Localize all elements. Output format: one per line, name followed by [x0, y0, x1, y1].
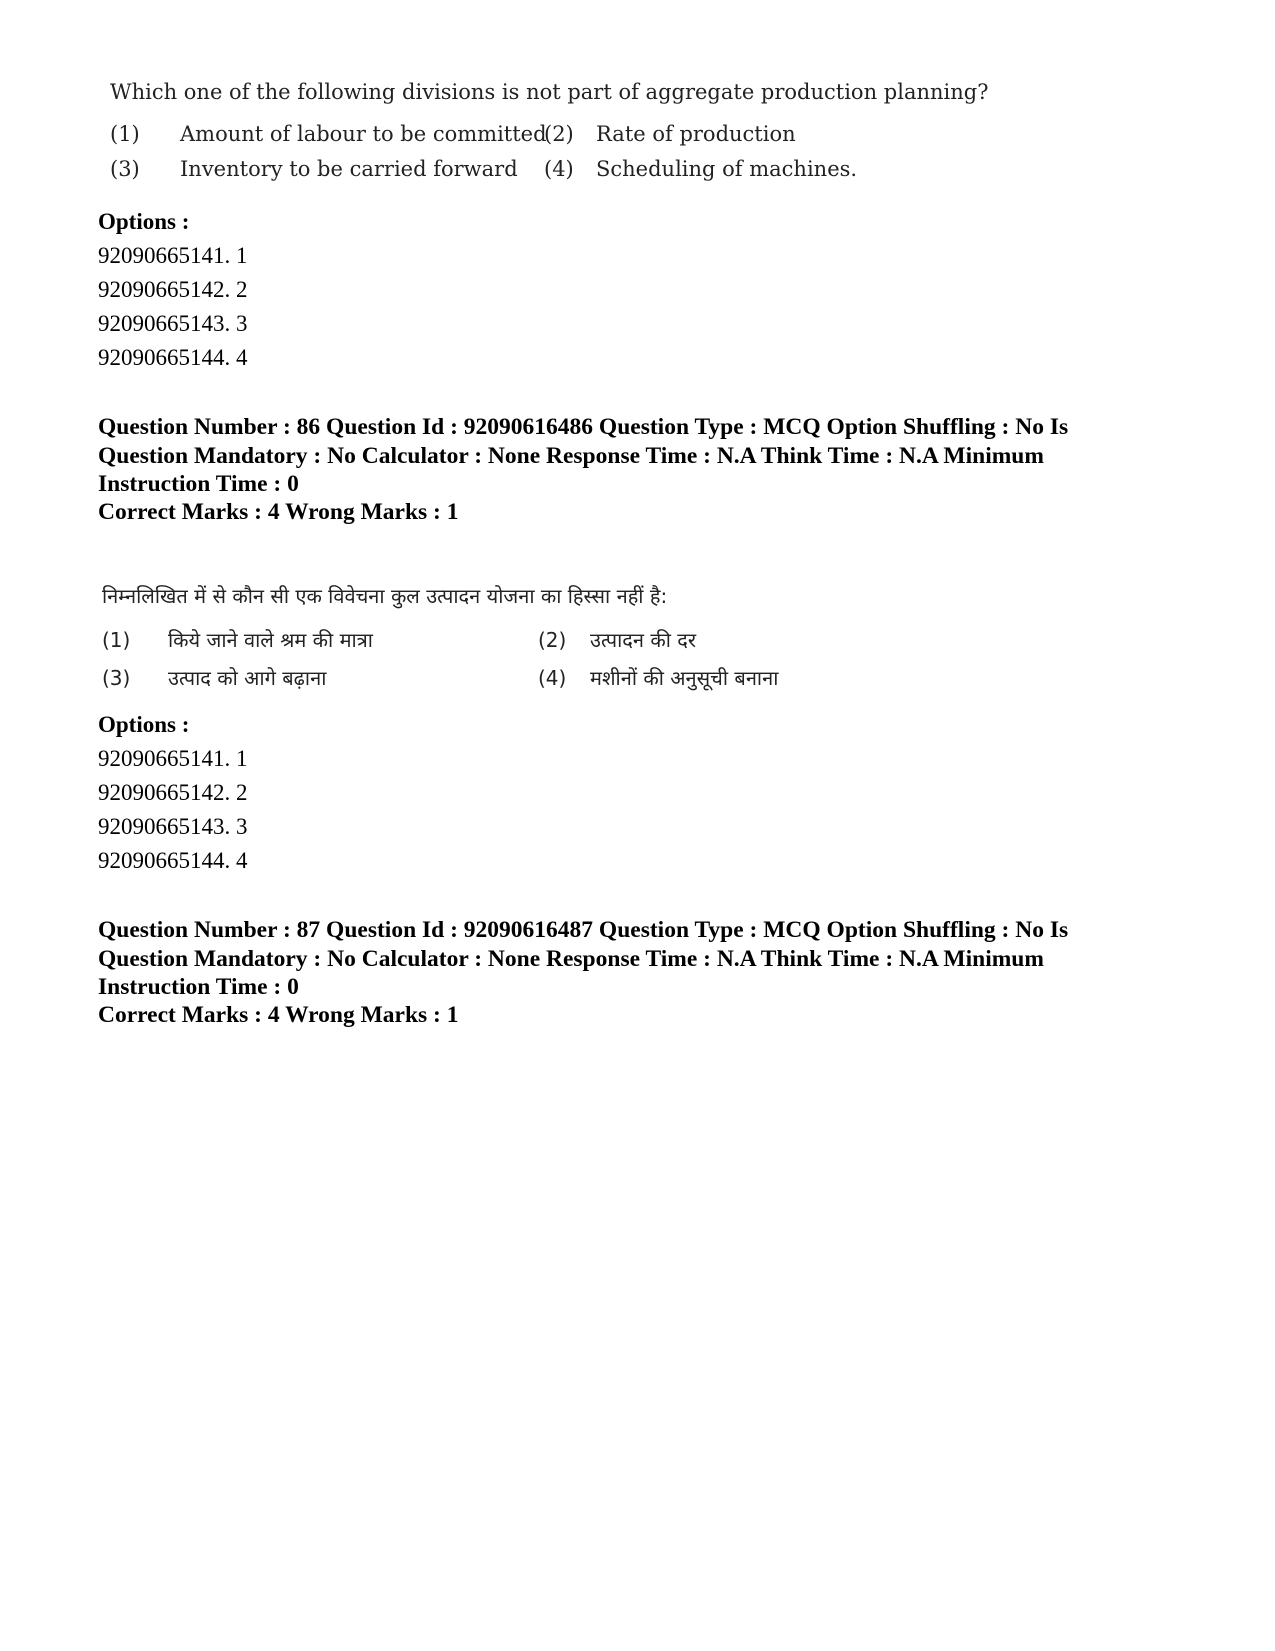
question-image-hindi	[102, 582, 922, 702]
option-number: (3)	[110, 157, 140, 181]
option-id-line: 92090665141. 1	[98, 746, 248, 771]
option-text: किये जाने वाले श्रम की मात्रा	[168, 628, 373, 652]
question-metadata: Question Number : 87 Question Id : 92090616487 Question Type : MCQ Option Shuffling : No Is Question Mandatory : No Calculator : None Response Time : N.A Think Time : N.A Minimum Instruction Time : 0	[98, 917, 1069, 1000]
question-stem: निम्नलिखित में से कौन सी एक विवेचना कुल उत्पादन योजना का हिस्सा नहीं है:	[102, 584, 668, 608]
marks-info: Correct Marks : 4 Wrong Marks : 1	[98, 499, 459, 525]
option-text: Amount of labour to be committed	[180, 122, 547, 146]
options-block	[98, 708, 248, 878]
option-number: (3)	[102, 666, 131, 690]
option-3	[102, 664, 326, 691]
option-text: उत्पादन की दर	[590, 628, 697, 652]
question-image-english	[110, 80, 989, 190]
option-1	[102, 626, 373, 653]
option-id-line: 92090665142. 2	[98, 780, 248, 805]
options-block	[98, 205, 248, 375]
option-id-line: 92090665143. 3	[98, 814, 248, 839]
option-text: Inventory to be carried forward	[180, 157, 518, 181]
question-stem: Which one of the following divisions is not part of aggregate production planning?	[110, 80, 989, 104]
option-id-line: 92090665143. 3	[98, 311, 248, 336]
option-text: मशीनों की अनुसूची बनाना	[590, 666, 779, 690]
option-id-line: 92090665141. 1	[98, 243, 248, 268]
option-id-line: 92090665142. 2	[98, 277, 248, 302]
option-number: (4)	[544, 157, 574, 181]
option-number: (1)	[102, 628, 131, 652]
option-4	[544, 157, 857, 181]
option-1	[110, 122, 547, 146]
option-2	[544, 122, 796, 146]
marks-info: Correct Marks : 4 Wrong Marks : 1	[98, 1002, 459, 1028]
option-3	[110, 157, 518, 181]
option-number: (1)	[110, 122, 140, 146]
option-number: (4)	[538, 666, 567, 690]
option-text: Scheduling of machines.	[596, 157, 858, 181]
question-metadata: Question Number : 86 Question Id : 92090616486 Question Type : MCQ Option Shuffling : No Is Question Mandatory : No Calculator : None Response Time : N.A Think Time : N.A Minimum Instruction Time : 0	[98, 414, 1069, 497]
options-label: Options :	[98, 712, 190, 737]
option-text: उत्पाद को आगे बढ़ाना	[168, 666, 327, 690]
option-id-line: 92090665144. 4	[98, 345, 248, 370]
option-text: Rate of production	[596, 122, 796, 146]
option-2	[538, 626, 696, 653]
option-id-line: 92090665144. 4	[98, 848, 248, 873]
options-label: Options :	[98, 209, 190, 234]
option-number: (2)	[544, 122, 574, 146]
option-number: (2)	[538, 628, 567, 652]
option-4	[538, 664, 778, 691]
